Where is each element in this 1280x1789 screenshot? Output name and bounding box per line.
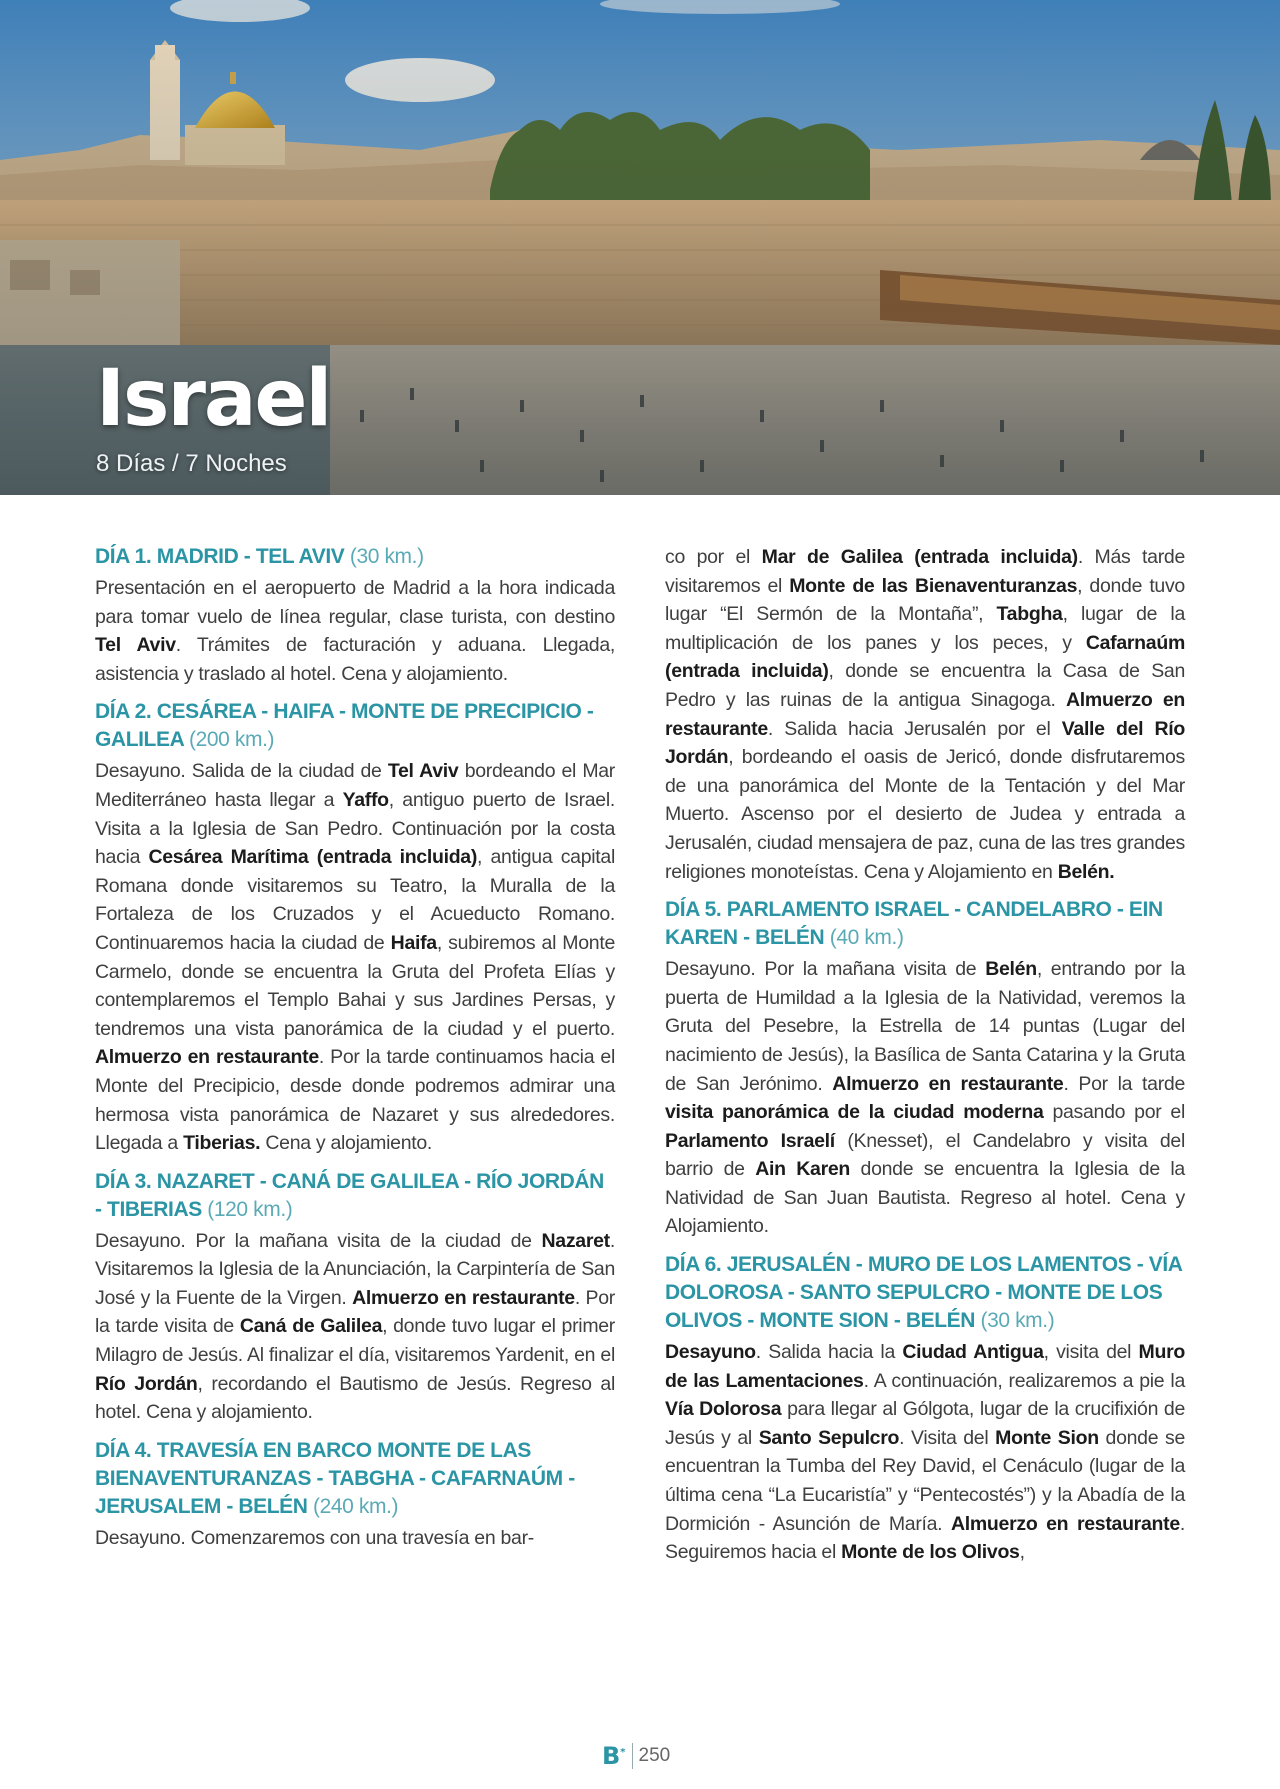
body-text: . Trámites de facturación y aduana. Llegada, asistencia y traslado al hotel. Cena y alojamiento. [95, 634, 615, 685]
day-description [95, 1524, 615, 1553]
body-text: . Más tarde visitaremos el [665, 546, 1185, 597]
highlighted-text: Caná de Galilea [239, 1315, 383, 1338]
day-description [665, 1338, 1185, 1567]
highlighted-text: Almuerzo en restaurante [832, 1072, 1064, 1095]
highlighted-text: Almuerzo en restaurante [950, 1512, 1180, 1535]
body-text: . Por la tarde visita de [95, 1286, 615, 1338]
highlighted-text: Río Jordán [95, 1372, 198, 1395]
highlighted-text: Monte de los Olivos [841, 1541, 1020, 1564]
day-description [95, 1227, 615, 1427]
body-text: Desayuno. Comenzaremos con una travesía en bar- [95, 1526, 534, 1549]
body-text: , subiremos al Monte Carmelo, donde se encuentra la Gruta del Profeta Elías y contemplaremos el Templo Bahai y sus Jardines Persas, y tendremos una vista panorámica de la ciudad y el puerto. [95, 931, 616, 1040]
body-text: , recordando el Bautismo de Jesús. Regreso al hotel. Cena y alojamiento. [95, 1372, 616, 1424]
day-heading: DÍA 3. NAZARET - CANÁ DE GALILEA - RÍO JORDÁN - TIBERIAS (120 km.) [95, 1169, 604, 1221]
highlighted-text: Belén. [1057, 860, 1115, 883]
day-heading: DÍA 4. TRAVESÍA EN BARCO MONTE DE LAS BIENAVENTURANZAS - TABGHA - CAFARNAÚM - JERUSALEM - BELÉN (240 km.) [95, 1438, 575, 1518]
body-text: . Por la tarde continuamos hacia el Monte del Precipicio, desde donde podremos admirar una hermosa vista panorámica de Nazaret y sus alrededores. Llegada a [95, 1046, 615, 1155]
body-text: , entrando por la puerta de Humildad a la Iglesia de la Natividad, veremos la Gruta del Pesebre, la Estrella de 14 puntas (Lugar del nacimiento de Jesús), la Basílica de Santa Catarina y la Gruta de San Jerónimo. [665, 958, 1186, 1095]
body-text: , donde tuvo lugar el primer Milagro de Jesús. Al finalizar el día, visitaremos Yardenit, en el [95, 1315, 615, 1367]
day-heading: DÍA 1. MADRID - TEL AVIV (30 km.) [95, 545, 424, 568]
body-text: Cena y alojamiento. [260, 1132, 433, 1155]
body-text: . A continuación, realizaremos a pie la [863, 1369, 1185, 1392]
day-4-section [95, 1437, 615, 1553]
body-text: , donde tuvo lugar “El Sermón de la Montaña”, [665, 574, 1185, 626]
page-footer [602, 1740, 670, 1772]
body-text: , lugar de la multiplicación de los panes y los peces, y [665, 603, 1185, 654]
highlighted-text: Belén [985, 958, 1037, 981]
highlighted-text: Valle del Río Jordán [665, 717, 1186, 769]
body-text: . Visitaremos la Iglesia de la Anunciación, la Carpintería de San José y la Fuente de la Virgen. [95, 1229, 615, 1309]
highlighted-text: Monte Sion [995, 1426, 1099, 1449]
highlighted-text: Cafarnaúm (entrada incluida) [665, 631, 1185, 683]
highlighted-text: Almuerzo en restaurante [352, 1286, 575, 1309]
body-text: Desayuno. Por la mañana visita de la ciudad de [95, 1229, 542, 1252]
body-text: , donde se encuentra la Casa de San Pedro y las ruinas de la antigua Sinagoga. [665, 660, 1185, 711]
day-description [95, 574, 615, 688]
highlighted-text: Tiberias. [183, 1132, 261, 1155]
body-text: . Salida hacia Jerusalén por el [767, 717, 1062, 740]
highlighted-text: Ain Karen [755, 1158, 851, 1181]
body-text: donde se encuentran la Tumba del Rey David, el Cenáculo (lugar de la última cena “La Eucaristía” y “Pentecostés”) y la Abadía de la Dormición - Asunción de María. [665, 1426, 1186, 1535]
highlighted-text: Santo Sepulcro [758, 1426, 900, 1449]
body-text: . Salida hacia la [755, 1341, 903, 1364]
highlighted-text: Almuerzo en restaurante [665, 688, 1185, 740]
day-description [665, 543, 1185, 886]
highlighted-text: Cesárea Marítima (entrada incluida) [148, 846, 478, 869]
body-text: para llegar al Gólgota, lugar de la crucifixión de Jesús y al [665, 1398, 1185, 1449]
highlighted-text: Nazaret [541, 1229, 610, 1252]
body-text: . Visita del [899, 1426, 996, 1449]
body-text: co por el [665, 546, 762, 568]
day-1-section [95, 543, 615, 688]
left-column [95, 543, 615, 1562]
body-text: bordeando el Mar Mediterráneo hasta llegar a [95, 760, 615, 811]
body-text: Presentación en el aeropuerto de Madrid a la hora indicada para tomar vuelo de línea regular, clase turista, con destino [95, 577, 615, 628]
day-heading: DÍA 2. CESÁREA - HAIFA - MONTE DE PRECIPICIO - GALILEA (200 km.) [95, 700, 594, 752]
body-text: , antiguo puerto de Israel. Visita a la Iglesia de San Pedro. Continuación por la costa hacia [95, 788, 615, 869]
highlighted-text: Almuerzo en restaurante [95, 1046, 319, 1069]
body-text: Desayuno. Por la mañana visita de [665, 958, 986, 981]
page-title: Israel [96, 354, 331, 444]
day-4-continued [665, 543, 1185, 886]
day-description [665, 955, 1185, 1241]
highlighted-text: Mar de Galilea (entrada incluida) [761, 546, 1078, 568]
body-text: . Seguiremos hacia el [665, 1512, 1185, 1564]
body-text: Desayuno. Salida de la ciudad de [95, 760, 388, 783]
body-text: pasando por el [1043, 1101, 1185, 1124]
footer-divider [632, 1743, 633, 1769]
body-text: , antigua capital Romana donde visitaremos su Teatro, la Muralla de la Fortaleza de los Cruzados y el Acueducto Romano. Continuaremos hacia la ciudad de [95, 846, 615, 954]
highlighted-text: Parlamento Israelí [665, 1129, 835, 1152]
day-6-section [665, 1251, 1185, 1567]
day-5-section [665, 896, 1185, 1241]
day-heading: DÍA 5. PARLAMENTO ISRAEL - CANDELABRO - EIN KAREN - BELÉN (40 km.) [665, 898, 1163, 950]
body-text: . Por la tarde [1063, 1072, 1185, 1095]
body-text: , [1019, 1541, 1025, 1564]
highlighted-text: Vía Dolorosa [665, 1398, 782, 1421]
day-3-section [95, 1168, 615, 1427]
highlighted-text: Tel Aviv [95, 634, 176, 657]
brand-logo: B* [602, 1742, 626, 1770]
hero-banner [0, 0, 1280, 495]
body-text: , bordeando el oasis de Jericó, donde disfrutaremos de una panorámica del Monte de la Tentación y del Mar Muerto. Ascenso por el desierto de Judea y entrada a Jerusalén, ciudad mensajera de paz, cuna de las tres grandes religiones monoteístas. Cena y Alojamiento en [665, 746, 1185, 883]
highlighted-text: Monte de las Bienaventuranzas [789, 574, 1078, 597]
highlighted-text: Haifa [390, 931, 437, 954]
highlighted-text: Ciudad Antigua [902, 1341, 1044, 1364]
highlighted-text: visita panorámica de la ciudad moderna [665, 1101, 1044, 1124]
page-number: 250 [638, 1745, 671, 1766]
highlighted-text: Tel Aviv [387, 760, 459, 783]
body-text: (Knesset), el Candelabro y visita del barrio de [665, 1129, 1185, 1181]
right-column [665, 543, 1185, 1577]
highlighted-text: Tabgha [996, 603, 1063, 626]
highlighted-text: Desayuno [665, 1341, 756, 1364]
body-text: donde se encuentra la Iglesia de la Natividad de San Juan Bautista. Regreso al hotel. Cena y Alojamiento. [665, 1158, 1185, 1238]
highlighted-text: Muro de las Lamentaciones [665, 1341, 1185, 1392]
day-description [95, 757, 615, 1157]
body-text: , visita del [1043, 1341, 1139, 1364]
day-2-section [95, 698, 615, 1157]
trip-duration: 8 Días / 7 Noches [96, 450, 287, 477]
highlighted-text: Yaffo [342, 788, 389, 811]
day-heading: DÍA 6. JERUSALÉN - MURO DE LOS LAMENTOS - VÍA DOLOROSA - SANTO SEPULCRO - MONTE DE LOS OLIVOS - MONTE SION - BELÉN (30 km.) [665, 1253, 1182, 1333]
